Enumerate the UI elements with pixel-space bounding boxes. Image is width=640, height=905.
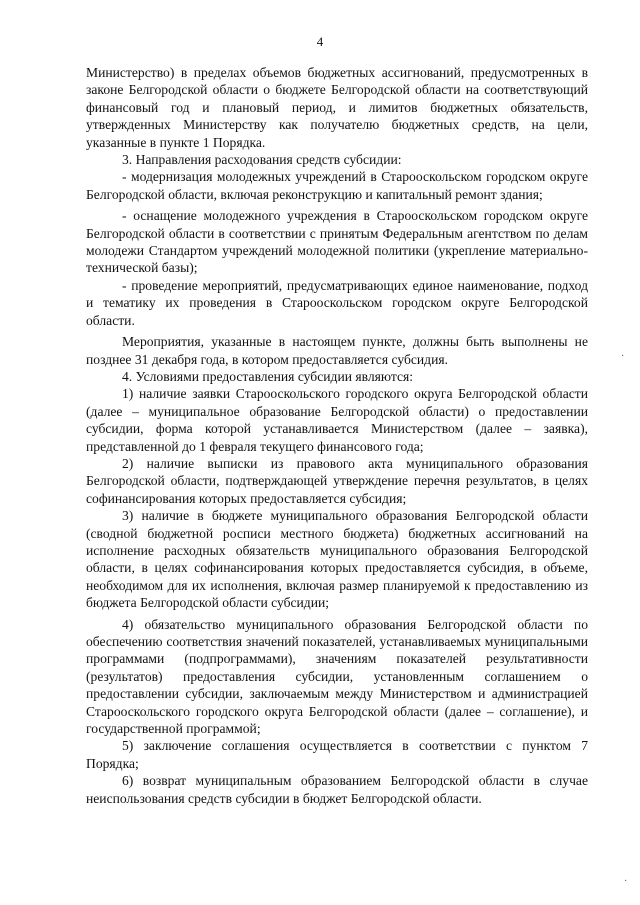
paragraph-condition-5: 5) заключение соглашения осуществляется в соответствии с пунктом 7 Порядка; — [86, 738, 588, 771]
paragraph-condition-4: 4) обязательство муниципального образования Белгородской области по обеспечению соответствия значений показателей, устанавливаемых муниципальными программами (подпрограммами), значениям показателей результативности (результатов) предоставления субсидии, установленным соглашением о предоставлении субсидии, заключаемым между Министерством и администрацией Старооскольского городского округа Белгородской области (далее – соглашение), и государственной программой; — [86, 616, 588, 737]
paragraph-condition-2: 2) наличие выписки из правового акта муниципального образования Белгородской области, подтверждающей утверждение перечня результатов, в целях софинансирования которых предоставляется субсидия; — [86, 455, 588, 506]
paragraph-equipment: - оснащение молодежного учреждения в Старооскольском городском округе Белгородской области в соответствии с принятым Федеральным агентством по делам молодежи Стандартом учреждений молодежной политики (укрепление материально-технической базы); — [86, 208, 588, 276]
paragraph-condition-3: 3) наличие в бюджете муниципального образования Белгородской области (сводной бюджетной росписи местного бюджета) бюджетных ассигнований на исполнение расходных обязательств муниципального образования Белгородской области, в целях софинансирования которых предоставляется субсидия, в объеме, необходимом для их исполнения, включая размер планируемой к предоставлению из бюджета Белгородской области субсидии; — [86, 508, 588, 611]
paragraph-section-3-heading: 3. Направления расходования средств субсидии: — [122, 152, 402, 168]
paragraph-continuation: Министерство) в пределах объемов бюджетных ассигнований, предусмотренных в законе Белгородской области о бюджете Белгородской области на соответствующий финансовый год и плановый период, и лимитов бюджетных обязательств, утвержденных Министерству как получателю бюджетных средств, на цели, указанные в пункте 1 Порядка. — [86, 65, 588, 150]
page-number: 4 — [316, 34, 324, 49]
paragraph-condition-6: 6) возврат муниципальным образованием Белгородской области в случае неиспользования средств субсидии в бюджет Белгородской области. — [86, 773, 588, 806]
paragraph-condition-1: 1) наличие заявки Старооскольского городского округа Белгородской области (далее – муниципальное образование Белгородской области) о предоставлении субсидии, форма которой устанавливается Министерством (далее – заявка), представленной до 1 февраля текущего финансового года; — [86, 386, 588, 454]
scan-mark: · — [624, 876, 628, 887]
scan-mark: · — [621, 351, 625, 362]
paragraph-modernization: - модернизация молодежных учреждений в Старооскольском городском округе Белгородской области, включая реконструкцию и капитальный ремонт здания; — [86, 169, 588, 202]
paragraph-deadline: Мероприятия, указанные в настоящем пункте, должны быть выполнены не позднее 31 декабря года, в котором предоставляется субсидия. — [86, 334, 588, 367]
paragraph-section-4-heading: 4. Условиями предоставления субсидии являются: — [122, 368, 414, 384]
document-body — [86, 64, 588, 807]
paragraph-events: - проведение мероприятий, предусматривающих единое наименование, подход и тематику их проведения в Старооскольском городском округе Белгородской области. — [86, 277, 588, 328]
